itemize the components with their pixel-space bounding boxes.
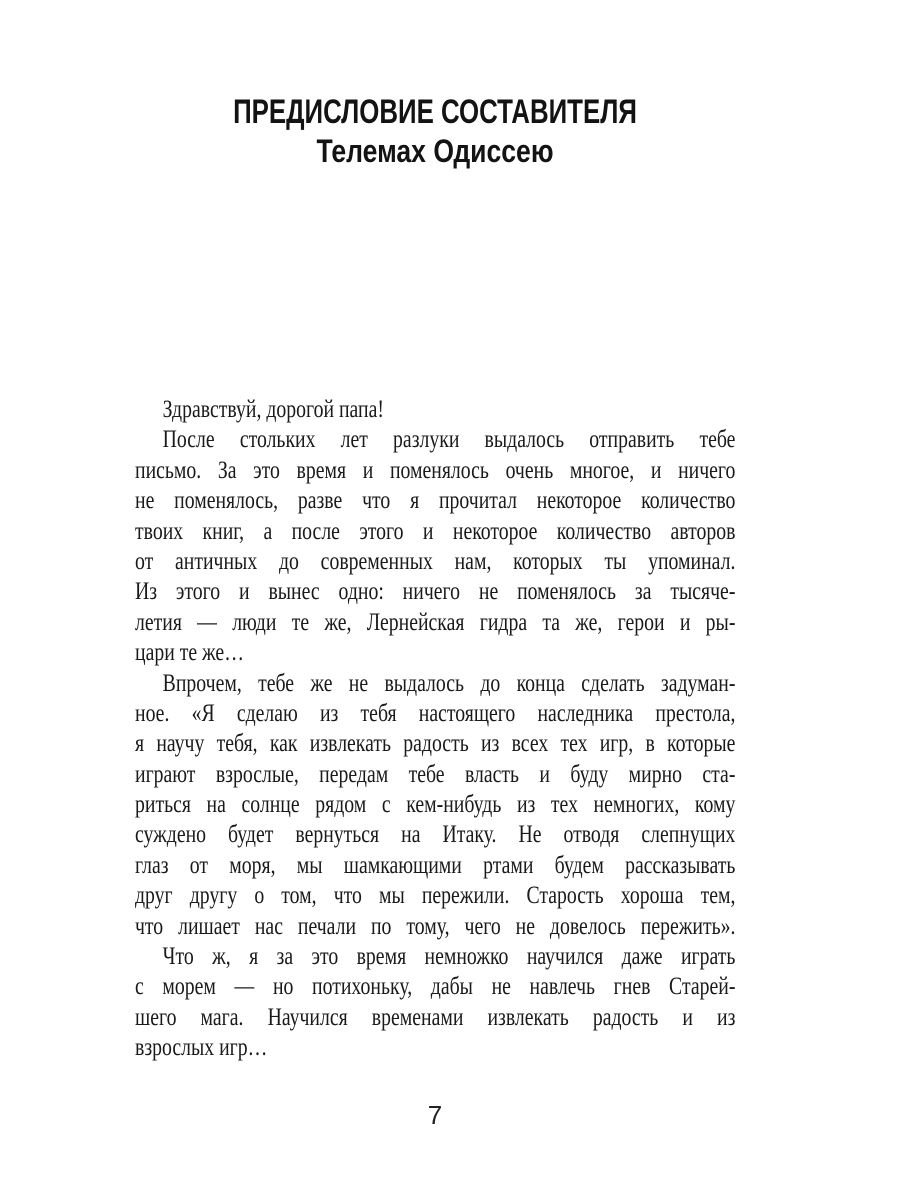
chapter-subtitle: Телемах Одиссею: [316, 133, 554, 169]
text-line: ное. «Я сделаю из тебя настоящего наследника престола,: [135, 699, 736, 727]
text-line: Впрочем, тебе же не выдалось до конца сделать задуман-: [162, 669, 736, 697]
text-line: суждено будет вернуться на Итаку. Не отводя слепнущих: [135, 821, 736, 849]
text-line: я научу тебя, как извлекать радость из всех тех игр, в которые: [135, 730, 736, 758]
text-line: твоих книг, а после этого и некоторое количество авторов: [135, 517, 736, 545]
text-line: письмо. За это время и поменялось очень многое, и ничего: [135, 456, 736, 484]
body-text: [135, 395, 735, 1064]
text-line: взрослых игр…: [135, 1034, 268, 1062]
text-line: цари те же…: [135, 639, 244, 667]
text-line: Что ж, я за это время немножко научился даже играть: [162, 943, 736, 971]
chapter-heading: [135, 93, 735, 170]
text-line: что лишает нас печали по тому, чего не довелось пережить».: [135, 912, 736, 940]
text-line: друг другу о том, что мы пережили. Старость хороша тем,: [135, 882, 736, 910]
text-line: не поменялось, разве что я прочитал некоторое количество: [135, 487, 736, 515]
text-line: Здравствуй, дорогой папа!: [162, 396, 384, 423]
text-line: После стольких лет разлуки выдалось отправить тебе: [162, 426, 736, 454]
text-line: с морем — но потихоньку, дабы не навлечь гнев Старей-: [135, 973, 736, 1001]
text-line: летия — люди те же, Лернейская гидра та же, герои и ры-: [135, 608, 736, 636]
text-line: Из этого и вынес одно: ничего не поменялось за тысяче-: [135, 578, 736, 606]
text-line: шего мага. Научился временами извлекать радость и из: [135, 1003, 736, 1031]
text-line: глаз от моря, мы шамкающими ртами будем рассказывать: [135, 851, 736, 879]
page-number: 7: [427, 1100, 443, 1130]
text-line: риться на солнце рядом с кем-нибудь из тех немногих, кому: [135, 791, 736, 819]
chapter-title: ПРЕДИСЛОВИЕ СОСТАВИТЕЛЯ: [233, 93, 637, 131]
text-line: играют взрослые, передам тебе власть и буду мирно ста-: [135, 760, 736, 788]
text-line: от античных до современных нам, которых ты упоминал.: [135, 547, 736, 575]
